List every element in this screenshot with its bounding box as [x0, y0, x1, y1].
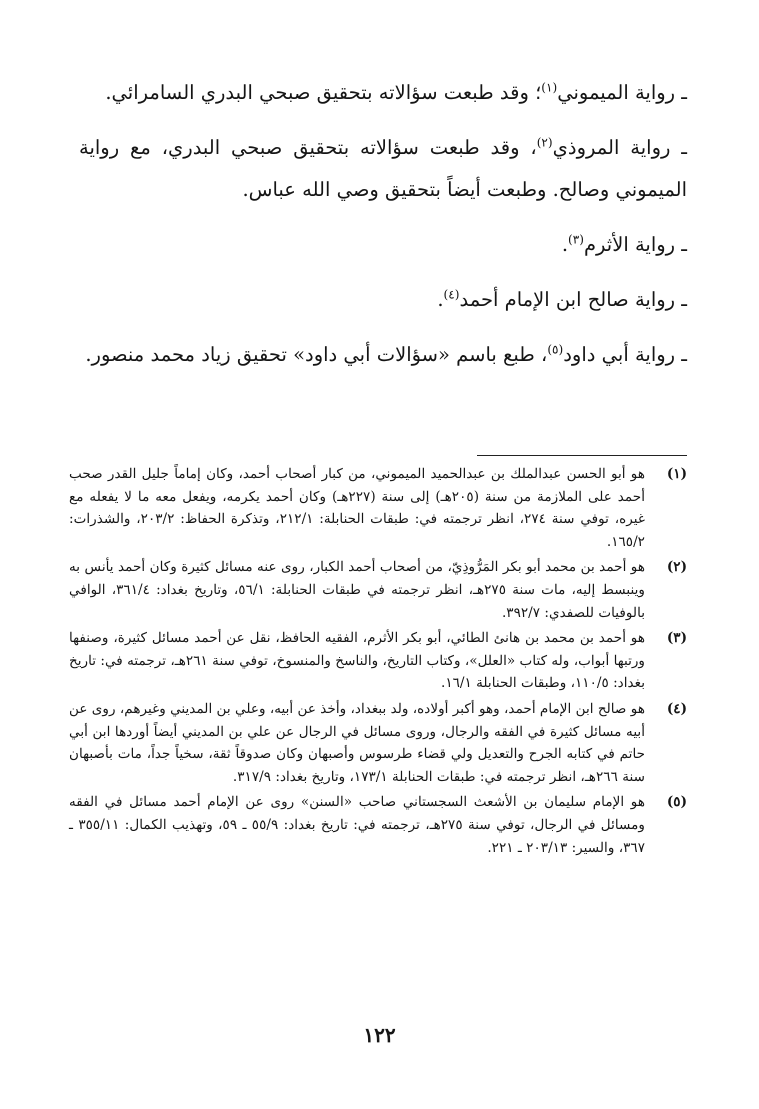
footnote-text: هو أبو الحسن عبدالملك بن عبدالحميد الميموني، من كبار أصحاب أحمد، وكان إماماً جليل القدر صحب أحمد على الملازمة من سنة (٢٠٥هـ) إلى سنة (٢٢٧هـ) وكان أحمد يكرمه، ويفعل معه ما لا يفعله مع غيره، توفي سنة ٢٧٤، انظر ترجمته في: طبقات الحنابلة: ٢١٢/١، وتذكرة الحفاظ: ٢٠٣/٢، والشذرات: ١٦٥/٢. [69, 466, 645, 550]
main-text [79, 72, 687, 389]
footnote-text: هو صالح ابن الإمام أحمد، وهو أكبر أولاده، ولد ببغداد، وأخذ عن أبيه، وعلي بن المديني وغيرهم، روى عن أبيه مسائل كثيرة في الفقه والرجال، وروى مسائل في الرجال عن علي بن المديني أيضاً أوردها ابن أبي حاتم في كتابه الجرح والتعديل ولي قضاء طرسوس وأصبهان وكان صدوقاً ثقة، سخياً جداً، مات بأصبهان سنة ٢٦٦هـ، انظر ترجمته في: طبقات الحنابلة ١٧٣/١، وتاريخ بغداد: ٣١٧/٩. [69, 700, 645, 785]
footnote-ref-4[interactable]: (٤) [443, 287, 460, 302]
main-paragraph-5: ـ رواية أبي داود$^{(٥)}$، طبع باسم «سؤالات أبي داود» تحقيق زياد محمد منصور. [85, 342, 687, 366]
main-paragraph-4: ـ رواية صالح ابن الإمام أحمد$^{(٤)}$. [437, 287, 687, 311]
main-paragraph-3: ـ رواية الأثرم$^{(٣)}$. [561, 232, 687, 256]
footnote-2 [69, 556, 687, 624]
page-number: ١٢٢ [363, 1023, 396, 1047]
footnote-number: (٥) [666, 794, 687, 811]
main-paragraph-1: ـ رواية الميموني$^{(١)}$؛ وقد طبعت سؤالاته بتحقيق صبحي البدري السامرائي. [105, 80, 687, 104]
footnote-4 [69, 698, 687, 788]
footnote-5 [69, 791, 687, 859]
footnote-separator [477, 455, 687, 456]
footnote-number: (١) [666, 466, 687, 482]
footnote-3 [69, 627, 687, 695]
footnote-text: هو أحمد بن محمد بن هانئ الطائي، أبو بكر الأثرم، الفقيه الحافظ، نقل عن أحمد مسائل كثيرة، وصنفها ورتبها أبواب، وله كتاب «العلل»، وكتاب التاريخ، والناسخ والمنسوخ، توفي سنة ٢٦١هـ، ترجمته في: تاريخ بغداد: ١١٠/٥، وطبقات الحنابلة ١٦/١. [69, 630, 645, 692]
footnote-ref-5[interactable]: (٥) [547, 342, 564, 357]
main-paragraph-2: ـ رواية المروذي$^{(٢)}$، وقد طبعت سؤالاته بتحقيق صبحي البدري، مع رواية الميموني وصالح. وطبعت أيضاً بتحقيق وصي الله عباس. [79, 135, 688, 201]
footnote-text: هو الإمام سليمان بن الأشعث السجستاني صاحب «السنن» روى عن الإمام أحمد مسائل في الفقه ومسائل في الرجال، توفي سنة ٢٧٥هـ، ترجمته في: تاريخ بغداد: ٥٥/٩ ـ ٥٩، وتهذيب الكمال: ٣٥٥/١١ ـ ٣٦٧، والسير: ٢٠٣/١٣ ـ ٢٢١. [69, 794, 645, 856]
footnotes [69, 463, 687, 862]
footnote-ref-1[interactable]: (١) [541, 80, 558, 95]
footnote-text: هو أحمد بن محمد أبو بكر المَرُّوذِيّ، من أصحاب أحمد الكبار، روى عنه مسائل كثيرة وكان أحمد يأنس به وينبسط إليه، مات سنة ٢٧٥هـ، انظر ترجمته في طبقات الحنابلة: ٥٦/١، وتاريخ بغداد: ٣٦١/٤، الوافي بالوفيات للصفدي: ٣٩٢/٧. [69, 559, 645, 621]
footnote-ref-3[interactable]: (٣) [568, 232, 584, 247]
footnote-number: (٤) [666, 700, 687, 717]
footnote-ref-2[interactable]: (٢) [536, 135, 553, 150]
footnote-1 [69, 463, 687, 553]
footnote-number: (٢) [666, 559, 687, 576]
footnote-number: (٣) [666, 630, 687, 647]
